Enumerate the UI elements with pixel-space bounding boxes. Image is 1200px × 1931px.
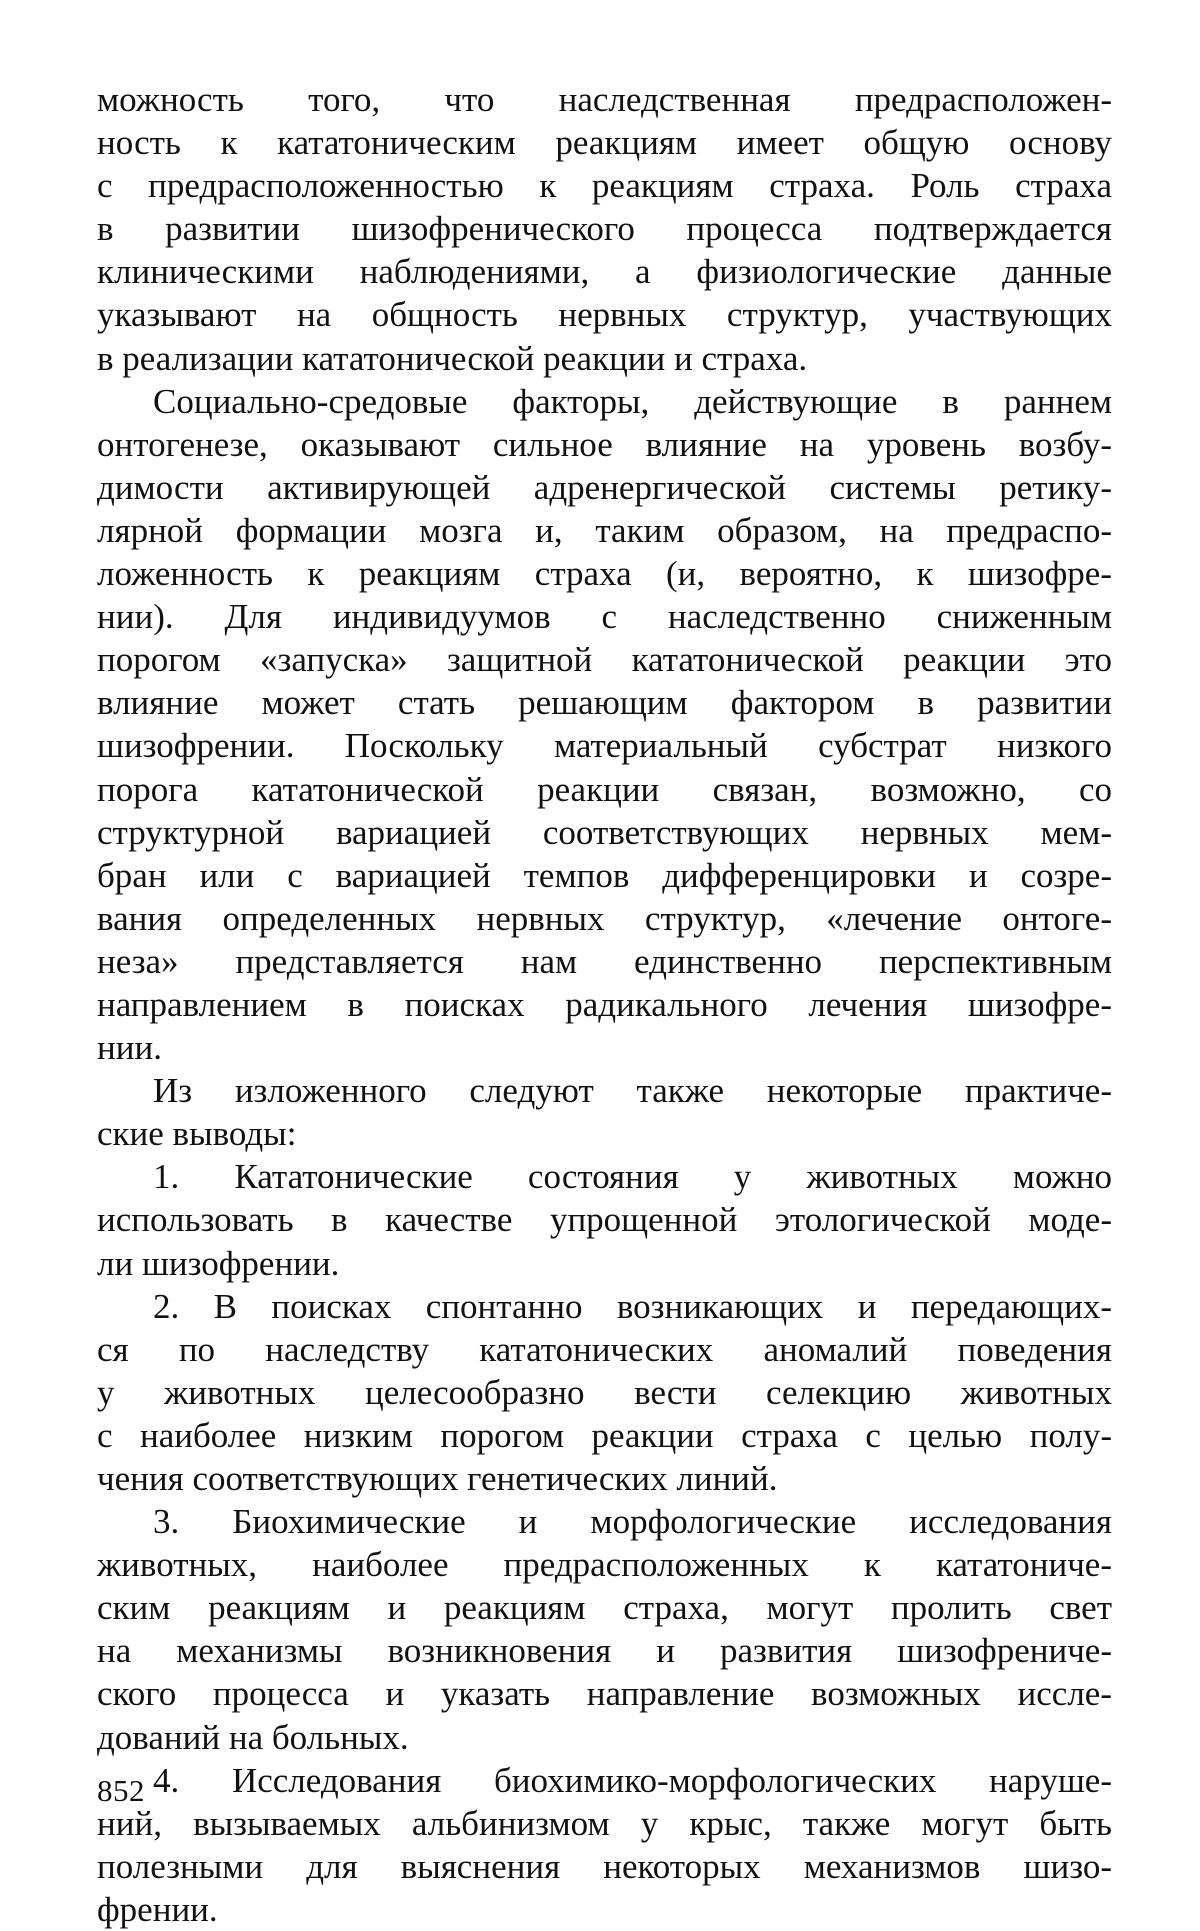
text-line: 1. Кататонические состояния у животных можно [153, 1157, 1112, 1197]
text-line: онтогенезе, оказывают сильное влияние на уровень возбу- [97, 424, 1112, 464]
text-line: неза» представляется нам единственно перспективным [97, 941, 1112, 981]
text-line: нии). Для индивидуумов с наследственно сниженным [97, 597, 1112, 637]
text-line: 4. Исследования биохимико-морфологических наруше- [153, 1760, 1112, 1800]
text-line: структурной вариацией соответствующих нервных мем- [97, 812, 1112, 852]
text-line: френии. [97, 1889, 218, 1929]
text-line: дований на больных. [97, 1717, 409, 1757]
text-line: ний, вызываемых альбинизмом у крыс, также могут быть [97, 1803, 1112, 1843]
text-line: ского процесса и указать направление возможных иссле- [97, 1674, 1112, 1714]
text-line: нии. [97, 1028, 162, 1068]
text-line: направлением в поисках радикального лечения шизофре- [97, 984, 1112, 1024]
text-line: влияние может стать решающим фактором в развитии [97, 683, 1112, 723]
text-line: ским реакциям и реакциям страха, могут пролить свет [97, 1588, 1112, 1628]
text-line: ность к кататоническим реакциям имеет общую основу [97, 123, 1112, 163]
text-line: можность того, что наследственная предрасположен- [97, 80, 1112, 119]
text-line: у животных целесообразно вести селекцию животных [97, 1372, 1112, 1412]
text-line: порога кататонической реакции связан, возможно, со [97, 769, 1112, 809]
text-line: бран или с вариацией темпов дифференцировки и созре- [97, 855, 1112, 895]
page-number: 852 [97, 1773, 145, 1808]
text-line: чения соответствующих генетических линий. [97, 1459, 778, 1498]
text-line: полезными для выяснения некоторых механизмов шизо- [97, 1846, 1112, 1886]
text-line: шизофрении. Поскольку материальный субстрат низкого [97, 726, 1112, 766]
text-line: клиническими наблюдениями, а физиологические данные [97, 252, 1112, 292]
text-line: использовать в качестве упрощенной этологической моде- [97, 1200, 1112, 1240]
text-line: димости активирующей адренергической системы ретику- [97, 467, 1112, 507]
text-line: вания определенных нервных структур, «лечение онтоге- [97, 898, 1112, 938]
text-line: указывают на общность нервных структур, участвующих [97, 295, 1112, 335]
text-line: животных, наиболее предрасположенных к кататониче- [97, 1545, 1112, 1585]
text-line: Из изложенного следуют также некоторые практиче- [153, 1071, 1112, 1111]
text-line: с наиболее низким порогом реакции страха с целью полу- [97, 1415, 1112, 1455]
body-text [97, 78, 1112, 1931]
text-line: с предрасположенностью к реакциям страха. Роль страха [97, 166, 1112, 206]
text-line: в развитии шизофренического процесса подтверждается [97, 209, 1112, 249]
text-line: 3. Биохимические и морфологические исследования [153, 1502, 1112, 1542]
text-line: ся по наследству кататонических аномалий поведения [97, 1329, 1112, 1369]
text-line: ли шизофрении. [97, 1243, 340, 1283]
text-line: в реализации кататонической реакции и страха. [97, 338, 808, 378]
text-line: 2. В поисках спонтанно возникающих и передающих- [153, 1286, 1112, 1326]
text-line: Социально-средовые факторы, действующие в раннем [153, 381, 1112, 421]
text-line: ские выводы: [97, 1114, 297, 1154]
text-line: порогом «запуска» защитной кататонической реакции это [97, 640, 1112, 680]
text-line: лярной формации мозга и, таким образом, на предраспо- [97, 510, 1112, 550]
text-line: на механизмы возникновения и развития шизофрениче- [97, 1631, 1112, 1671]
text-line: ложенность к реакциям страха (и, вероятно, к шизофре- [97, 554, 1112, 594]
